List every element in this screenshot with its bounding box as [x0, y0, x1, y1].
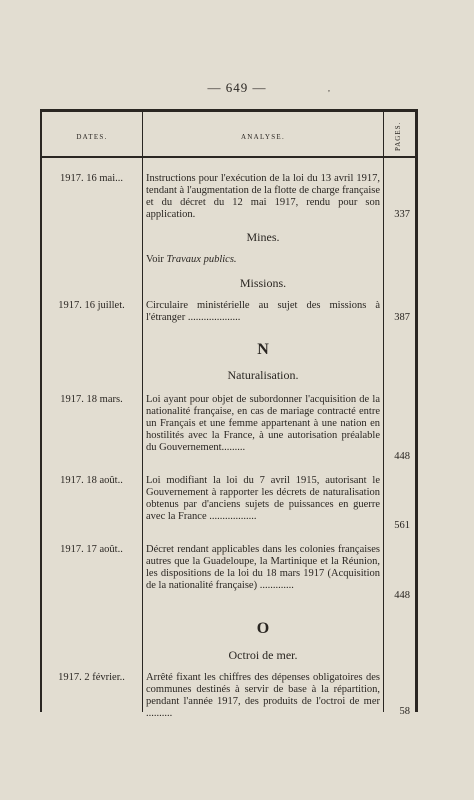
section-heading-octroi: Octroi de mer. — [228, 648, 298, 662]
entry-page: 448 — [394, 590, 410, 601]
page-number: — 649 — — [207, 80, 267, 95]
header-dates: DATES. — [76, 133, 108, 141]
see-also-prefix: Voir — [146, 254, 164, 265]
entry-page: 448 — [394, 451, 410, 462]
entry-text: Loi ayant pour objet de subordonner l'acquisition de la nationalité française, en cas de mariage contracté entre un Français et une femme appartenant à une nation en hostilités avec la France, à une autorisation préalable du Gouvernement......... — [146, 394, 380, 453]
entry-date: 1917. 16 juillet. — [58, 300, 125, 311]
entry-text: Circulaire ministérielle au sujet des missions à l'étranger .................... — [146, 300, 380, 323]
header-rule — [42, 156, 415, 158]
see-also-reference — [146, 254, 380, 265]
letter-heading-n: N — [257, 341, 269, 358]
entry-page: 387 — [394, 312, 410, 323]
entry-text: Instructions pour l'exécution de la loi du 13 avril 1917, tendant à l'augmentation de la flotte de charge française et du décret du 12 mai 1917, rendu pour son application. — [146, 173, 380, 220]
header-analyse: ANALYSE. — [240, 133, 286, 141]
entry-date: 1917. 16 mai... — [60, 173, 123, 184]
entry-date: 1917. 2 février.. — [58, 672, 125, 683]
entry-page: 561 — [394, 520, 410, 531]
entry-text: Décret rendant applicables dans les colonies françaises autres que la Guadeloupe, la Martinique et la Réunion, les dispositions de la loi du 18 mars 1917 (Acquisition de la nationalité française) ............. — [146, 544, 380, 591]
entry-page: 337 — [394, 209, 410, 220]
letter-heading-o: O — [256, 620, 270, 637]
entry-date: 1917. 17 août.. — [60, 544, 123, 555]
index-table — [40, 109, 418, 719]
entry-text: Arrêté fixant les chiffres des dépenses obligatoires des communes destinés à servir de base à la répartition, pendant l'année 1917, des produits de l'octroi de mer .......... — [146, 672, 380, 719]
section-heading-mines: Mines. — [246, 230, 280, 244]
section-heading-naturalisation: Naturalisation. — [227, 368, 299, 382]
entry-page: 58 — [399, 706, 410, 717]
entry-date: 1917. 18 mars. — [60, 394, 123, 405]
entry-date: 1917. 18 août.. — [60, 475, 123, 486]
section-heading-missions: Missions. — [239, 276, 287, 290]
header-pages: PAGES. — [394, 121, 402, 151]
page-mark: , — [328, 84, 330, 93]
see-also-target: Travaux publics. — [166, 254, 237, 265]
entry-text: Loi modifiant la loi du 7 avril 1915, autorisant le Gouvernement à rapporter les décrets de naturalisation obtenus par d'anciens sujets de puissances en guerre avec la France .................. — [146, 475, 380, 522]
column-divider-pages — [383, 112, 384, 712]
